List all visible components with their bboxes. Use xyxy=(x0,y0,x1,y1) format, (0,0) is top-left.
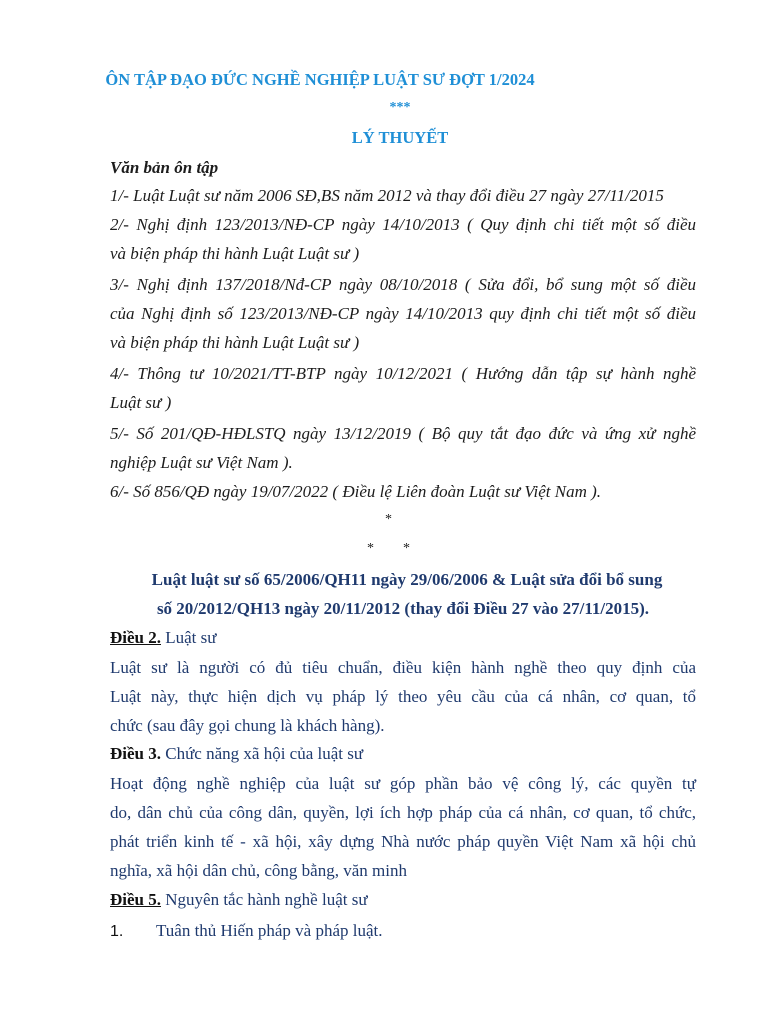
article-title: Nguyên tắc hành nghề luật sư xyxy=(165,890,368,909)
review-docs-heading: Văn bản ôn tập xyxy=(110,158,219,177)
list-item xyxy=(110,921,382,941)
review-doc-line: 6/- Số 856/QĐ ngày 19/07/2022 ( Điều lệ Liên đoàn Luật sư Việt Nam ). xyxy=(110,482,602,501)
article-number: Điều 2. xyxy=(110,628,161,647)
article-body-line: phát triển kinh tế - xã hội, xây dựng Nhà nước pháp quyền Việt Nam xã hội chủ xyxy=(110,832,696,851)
review-doc-line: của Nghị định số 123/2013/NĐ-CP ngày 14/10/2013 quy định chi tiết một số điều xyxy=(110,304,696,323)
article-heading xyxy=(110,628,216,648)
article-body-line: Hoạt động nghề nghiệp của luật sư góp phần bảo vệ công lý, các quyền tự xyxy=(110,774,696,793)
article-body-line: Luật này, thực hiện dịch vụ pháp lý theo yêu cầu của cá nhân, cơ quan, tổ xyxy=(110,687,696,706)
section-heading: LÝ THUYẾT xyxy=(351,128,449,147)
review-doc-line: và biện pháp thi hành Luật Luật sư ) xyxy=(110,244,360,263)
separator-star-top: * xyxy=(385,512,392,527)
review-doc-line: và biện pháp thi hành Luật Luật sư ) xyxy=(110,333,360,352)
article-number: Điều 5. xyxy=(110,890,161,909)
article-title: Chức năng xã hội của luật sư xyxy=(165,744,364,763)
separator-star-left: * xyxy=(367,541,374,556)
article-title: Luật sư xyxy=(165,628,217,647)
article-body-line: nghĩa, xã hội dân chủ, công bằng, văn minh xyxy=(110,861,407,880)
article-body-line: chức (sau đây gọi chung là khách hàng). xyxy=(110,716,385,735)
list-item-text: Tuân thủ Hiến pháp và pháp luật. xyxy=(156,921,383,940)
article-body-line: Luật sư là người có đủ tiêu chuẩn, điều kiện hành nghề theo quy định của xyxy=(110,658,696,677)
review-doc-line: 3/- Nghị định 137/2018/Nđ-CP ngày 08/10/2018 ( Sửa đổi, bổ sung một số điều xyxy=(110,275,696,294)
document-title: ÔN TẬP ĐẠO ĐỨC NGHỀ NGHIỆP LUẬT SƯ ĐỢT 1/2024 xyxy=(105,70,535,89)
review-doc-line: 4/- Thông tư 10/2021/TT-BTP ngày 10/12/2021 ( Hướng dẫn tập sự hành nghề xyxy=(110,364,696,383)
article-heading xyxy=(110,890,368,910)
review-doc-line: nghiệp Luật sư Việt Nam ). xyxy=(110,453,293,472)
review-doc-line: 1/- Luật Luật sư năm 2006 SĐ,BS năm 2012 và thay đổi điều 27 ngày 27/11/2015 xyxy=(110,186,664,205)
review-doc-line: 5/- Số 201/QĐ-HĐLSTQ ngày 13/12/2019 ( Bộ quy tắt đạo đức và ứng xử nghề xyxy=(110,424,696,443)
article-heading xyxy=(110,744,363,764)
review-doc-line: 2/- Nghị định 123/2013/NĐ-CP ngày 14/10/2013 ( Quy định chi tiết một số điều xyxy=(110,215,696,234)
list-item-number: 1. xyxy=(110,923,124,940)
article-body-line: do, dân chủ của công dân, quyền, lợi ích hợp pháp của cá nhân, cơ quan, tổ chức, xyxy=(110,803,696,822)
law-heading-line1: Luật luật sư số 65/2006/QH11 ngày 29/06/2006 & Luật sửa đổi bổ sung xyxy=(151,570,663,589)
review-doc-line: Luật sư ) xyxy=(110,393,172,412)
separator-star-right: * xyxy=(403,541,410,556)
article-number: Điều 3. xyxy=(110,744,161,763)
law-heading-line2: số 20/2012/QH13 ngày 20/11/2012 (thay đổi Điều 27 vào 27/11/2015). xyxy=(156,599,650,618)
title-stars: *** xyxy=(389,100,411,115)
